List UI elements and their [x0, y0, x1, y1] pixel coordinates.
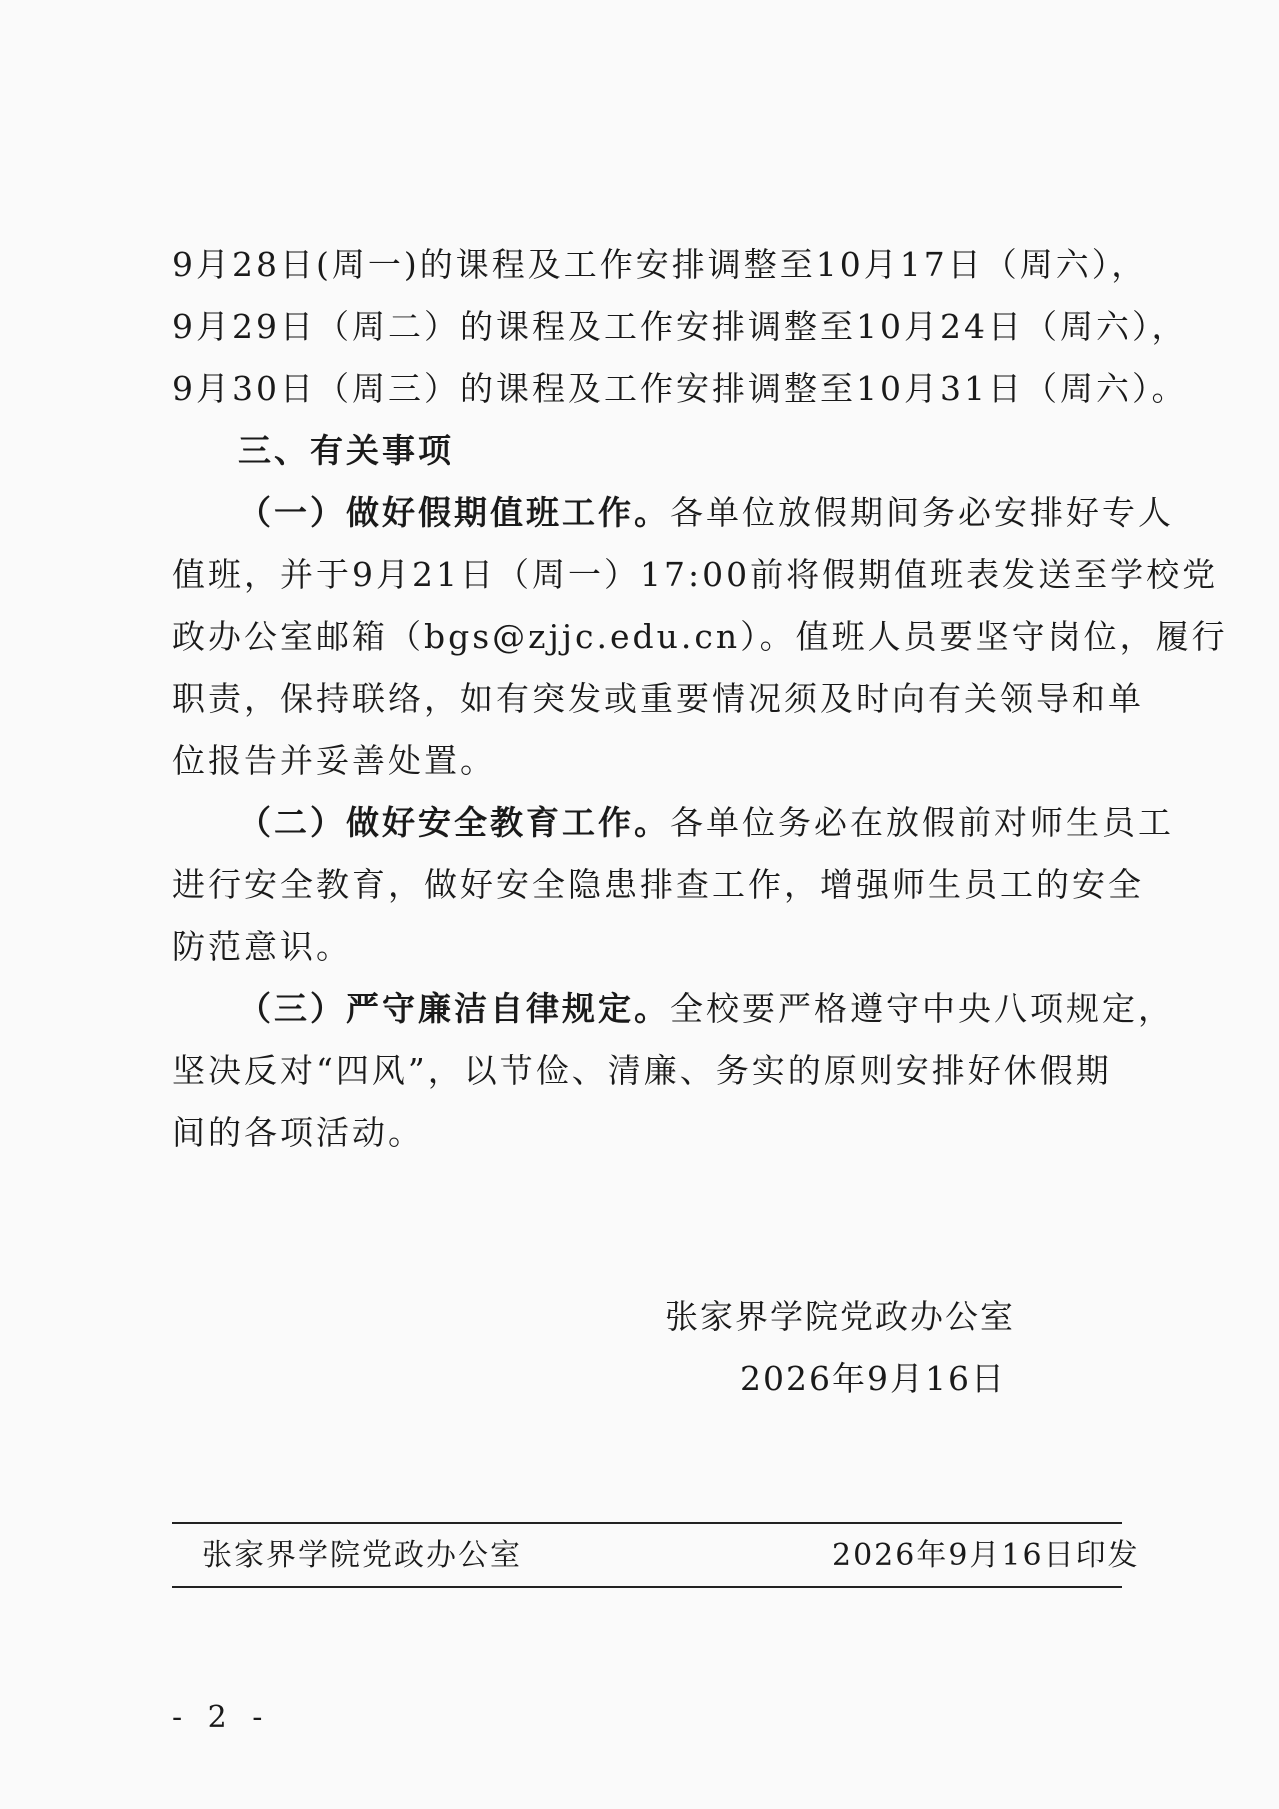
item1-line-3: 政办公室邮箱（bgs@zjjc.edu.cn）。值班人员要坚守岗位，履行	[172, 617, 1228, 656]
footer-bottom-rule	[172, 1586, 1122, 1588]
item2-title: （二）做好安全教育工作。	[238, 803, 670, 842]
signature-date: 2026年9月16日	[740, 1359, 1006, 1398]
item3-first-line-rest: 全校要严格遵守中央八项规定，	[670, 989, 1174, 1028]
item1-title: （一）做好假期值班工作。	[238, 493, 670, 532]
item2-first-line	[238, 803, 1188, 843]
body-line-2: 9月29日（周二）的课程及工作安排调整至10月24日（周六），	[172, 307, 1188, 346]
item3-first-line	[238, 989, 1188, 1029]
section-heading: 三、有关事项	[238, 431, 454, 470]
item1-line-5: 位报告并妥善处置。	[172, 741, 496, 780]
item2-line-3: 防范意识。	[172, 927, 352, 966]
item3-line-3: 间的各项活动。	[172, 1113, 424, 1152]
item1-first-line-rest: 各单位放假期间务必安排好专人	[670, 493, 1174, 532]
item3-line-2: 坚决反对“四风”，以节俭、清廉、务实的原则安排好休假期	[172, 1051, 1112, 1090]
item1-line-2: 值班，并于9月21日（周一）17:00前将假期值班表发送至学校党	[172, 555, 1219, 594]
footer-top-rule	[172, 1522, 1122, 1524]
signature-org: 张家界学院党政办公室	[665, 1297, 1015, 1336]
page-number: - 2 -	[172, 1700, 271, 1735]
item3-title: （三）严守廉洁自律规定。	[238, 989, 670, 1028]
item2-first-line-rest: 各单位务必在放假前对师生员工	[670, 803, 1174, 842]
item1-line-4: 职责，保持联络，如有突发或重要情况须及时向有关领导和单	[172, 679, 1144, 718]
footer-issued: 2026年9月16日印发	[832, 1538, 1140, 1573]
body-line-3: 9月30日（周三）的课程及工作安排调整至10月31日（周六）。	[172, 369, 1188, 408]
item1-first-line	[238, 493, 1188, 533]
item2-line-2: 进行安全教育，做好安全隐患排查工作，增强师生员工的安全	[172, 865, 1144, 904]
footer-org: 张家界学院党政办公室	[202, 1538, 522, 1573]
body-line-1: 9月28日(周一)的课程及工作安排调整至10月17日（周六），	[172, 245, 1148, 284]
